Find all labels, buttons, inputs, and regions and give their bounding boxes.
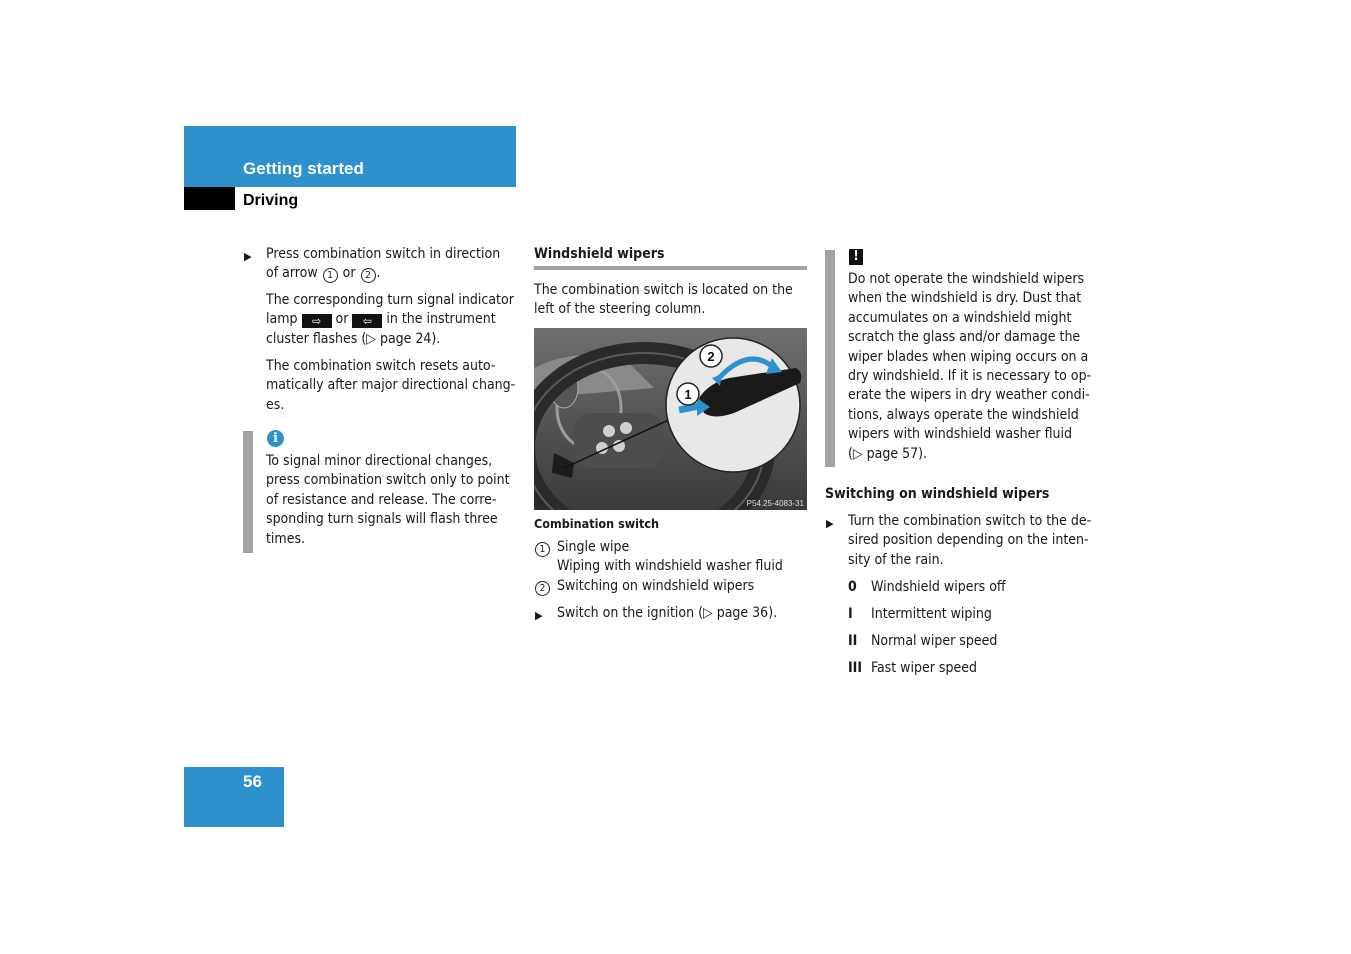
note-line: To signal minor directional changes, bbox=[266, 453, 493, 469]
legend-item-2 bbox=[534, 577, 551, 596]
text-line: matically after major directional chang- bbox=[266, 377, 516, 394]
legend-line: Wiping with windshield washer fluid bbox=[557, 558, 783, 575]
warning-icon: ! bbox=[849, 249, 863, 265]
position-number: III bbox=[848, 660, 863, 676]
turn-right-indicator-icon: ⇨ bbox=[302, 314, 332, 328]
combination-switch-figure bbox=[534, 328, 807, 510]
legend-item-1 bbox=[534, 538, 551, 557]
legend-text-1 bbox=[557, 538, 783, 577]
note-line: dry windshield. If it is necessary to op- bbox=[848, 368, 1092, 385]
text-line: The corresponding turn signal indicator bbox=[266, 292, 514, 308]
note-line: (▷ page 57). bbox=[848, 445, 928, 462]
intro-paragraph bbox=[534, 281, 793, 320]
text: of arrow bbox=[266, 265, 318, 282]
turn-left-indicator-icon: ⇦ bbox=[352, 314, 382, 328]
note-line: scratch the glass and/or damage the bbox=[848, 329, 1081, 346]
callout-2-icon: 2 bbox=[535, 581, 550, 596]
callout-1-icon: 1 bbox=[323, 268, 338, 283]
step-line: Press combination switch in direction bbox=[266, 246, 501, 262]
section-title: Getting started bbox=[243, 159, 364, 178]
text: in the instrument bbox=[386, 311, 496, 328]
note-line: Do not operate the windshield wipers bbox=[848, 271, 1085, 287]
bullet-icon: ▶ bbox=[244, 250, 252, 263]
indicator-paragraph bbox=[266, 291, 514, 349]
step-line bbox=[266, 264, 500, 283]
bullet-icon: ▶ bbox=[826, 517, 834, 530]
note-line: press combination switch only to point bbox=[266, 472, 510, 489]
text-line: cluster flashes (▷ page 24). bbox=[266, 330, 441, 347]
step-line: sity of the rain. bbox=[848, 551, 944, 568]
note-line: sponding turn signals will flash three bbox=[266, 511, 498, 528]
step-ignition: Switch on the ignition (▷ page 36). bbox=[557, 605, 778, 621]
step-press-switch bbox=[266, 245, 500, 284]
position-label: Intermittent wiping bbox=[871, 606, 992, 622]
position-number: II bbox=[848, 633, 858, 649]
note-line: when the windshield is dry. Dust that bbox=[848, 290, 1082, 307]
note-bar bbox=[243, 431, 253, 553]
heading-windshield-wipers: Windshield wipers bbox=[534, 246, 665, 262]
callout-2-icon: 2 bbox=[361, 268, 376, 283]
note-line: wiper blades when wiping occurs on a bbox=[848, 348, 1089, 365]
warning-bar bbox=[825, 250, 835, 467]
subheading-switching-on: Switching on windshield wipers bbox=[825, 486, 1050, 502]
text: lamp bbox=[266, 311, 298, 328]
position-label: Normal wiper speed bbox=[871, 633, 998, 649]
callout-1-icon: 1 bbox=[535, 542, 550, 557]
step-line: Turn the combination switch to the de- bbox=[848, 513, 1092, 529]
page-number-box bbox=[184, 767, 284, 827]
bullet-icon: ▶ bbox=[535, 609, 543, 622]
text: . bbox=[376, 265, 381, 282]
note-line: tions, always operate the windshield bbox=[848, 406, 1079, 423]
legend-line: Single wipe bbox=[557, 539, 630, 555]
note-line: times. bbox=[266, 530, 306, 547]
subsection-title: Driving bbox=[243, 192, 299, 209]
legend-text-2: Switching on windshield wipers bbox=[557, 578, 755, 594]
note-line: accumulates on a windshield might bbox=[848, 309, 1072, 326]
page-number: 56 bbox=[243, 772, 262, 791]
figure-callout-2: 2 bbox=[707, 349, 715, 364]
text: or bbox=[342, 265, 356, 282]
text-line: es. bbox=[266, 396, 285, 413]
position-label: Windshield wipers off bbox=[871, 579, 1006, 595]
position-number: 0 bbox=[848, 579, 857, 595]
text: or bbox=[335, 311, 349, 328]
note-line: wipers with windshield washer fluid bbox=[848, 426, 1072, 443]
position-number: I bbox=[848, 606, 853, 622]
figure-caption: Combination switch bbox=[534, 516, 660, 531]
section-marker bbox=[184, 187, 235, 210]
step-line: sired position depending on the inten- bbox=[848, 532, 1089, 549]
step-turn-switch bbox=[848, 512, 1091, 570]
warning-note bbox=[848, 270, 1091, 464]
text-line bbox=[266, 310, 514, 329]
heading-rule bbox=[534, 266, 807, 270]
figure-code: P54.25-4083-31 bbox=[746, 499, 804, 508]
info-icon: i bbox=[267, 430, 284, 447]
note-line: of resistance and release. The corre- bbox=[266, 491, 497, 508]
figure-callout-1: 1 bbox=[684, 387, 692, 402]
reset-paragraph bbox=[266, 357, 515, 415]
text-line: The combination switch is located on the bbox=[534, 282, 793, 298]
note-line: erate the wipers in dry weather condi- bbox=[848, 387, 1090, 404]
text-line: left of the steering column. bbox=[534, 301, 706, 318]
info-note bbox=[266, 452, 510, 549]
text-line: The combination switch resets auto- bbox=[266, 358, 496, 374]
position-label: Fast wiper speed bbox=[871, 660, 977, 676]
